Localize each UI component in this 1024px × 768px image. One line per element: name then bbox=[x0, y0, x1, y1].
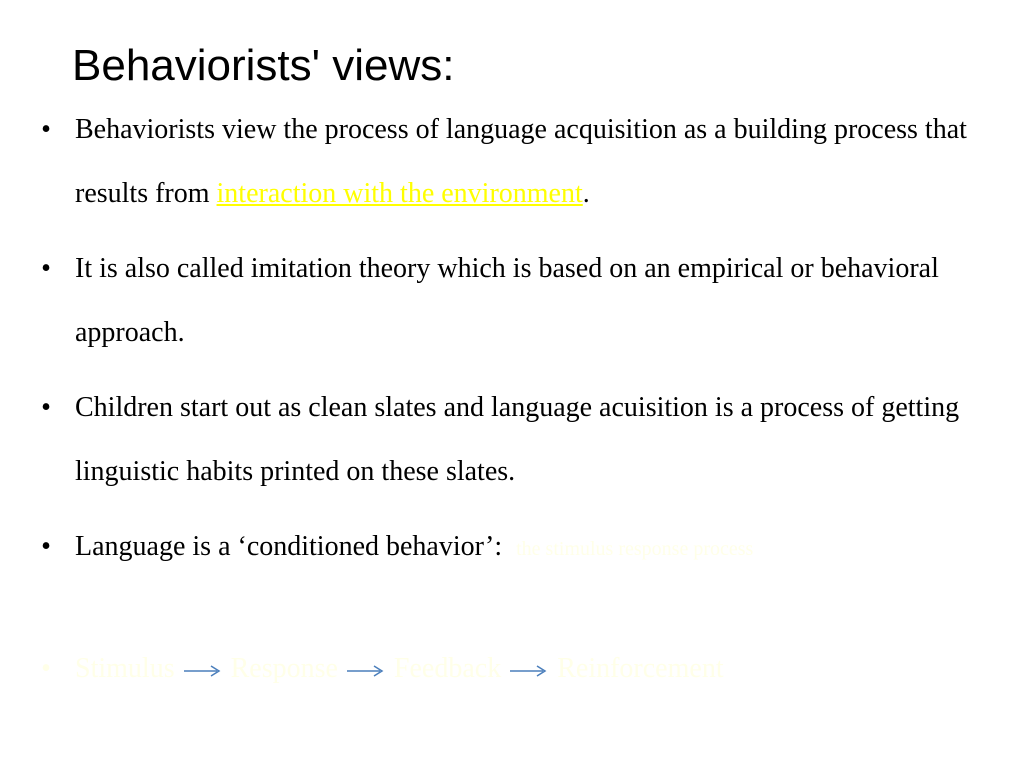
bullet-marker: • bbox=[41, 253, 51, 284]
flow-step-response: Response bbox=[230, 653, 338, 684]
bullet-text bbox=[75, 515, 1020, 581]
bullet-text-end: . bbox=[582, 178, 590, 209]
conditioned-behavior-text: Language is a ‘conditioned behavior’: bbox=[75, 531, 503, 562]
stimulus-response-note: the stimulus response process bbox=[516, 538, 754, 560]
bullet-text: Children start out as clean slates and language acuisition is a process of getting linguistic habits printed on these slates. bbox=[75, 392, 960, 487]
bullet-text-start: Behaviorists view the process of language acquisition as a building process that results from bbox=[75, 114, 967, 209]
flow-step-feedback: Feedback bbox=[393, 653, 502, 684]
flow-step-reinforcement: Reinforcement bbox=[557, 653, 724, 684]
right-arrow-icon bbox=[346, 665, 384, 677]
bullet-text: It is also called imitation theory which is based on an empirical or behavioral approach. bbox=[75, 253, 939, 348]
interaction-environment-link[interactable]: interaction with the environment bbox=[216, 178, 583, 209]
right-arrow-icon bbox=[183, 665, 221, 677]
bullet-marker: • bbox=[41, 531, 51, 562]
slide-title: Behaviorists' views: bbox=[72, 41, 455, 90]
learning-flow bbox=[75, 637, 1020, 701]
right-arrow-icon bbox=[509, 665, 547, 677]
flow-step-stimulus: Stimulus bbox=[75, 653, 175, 684]
bullet-text bbox=[75, 98, 1020, 226]
bullet-marker: • bbox=[41, 392, 51, 423]
bullet-marker: • bbox=[41, 653, 51, 684]
bullet-marker: • bbox=[41, 114, 51, 145]
